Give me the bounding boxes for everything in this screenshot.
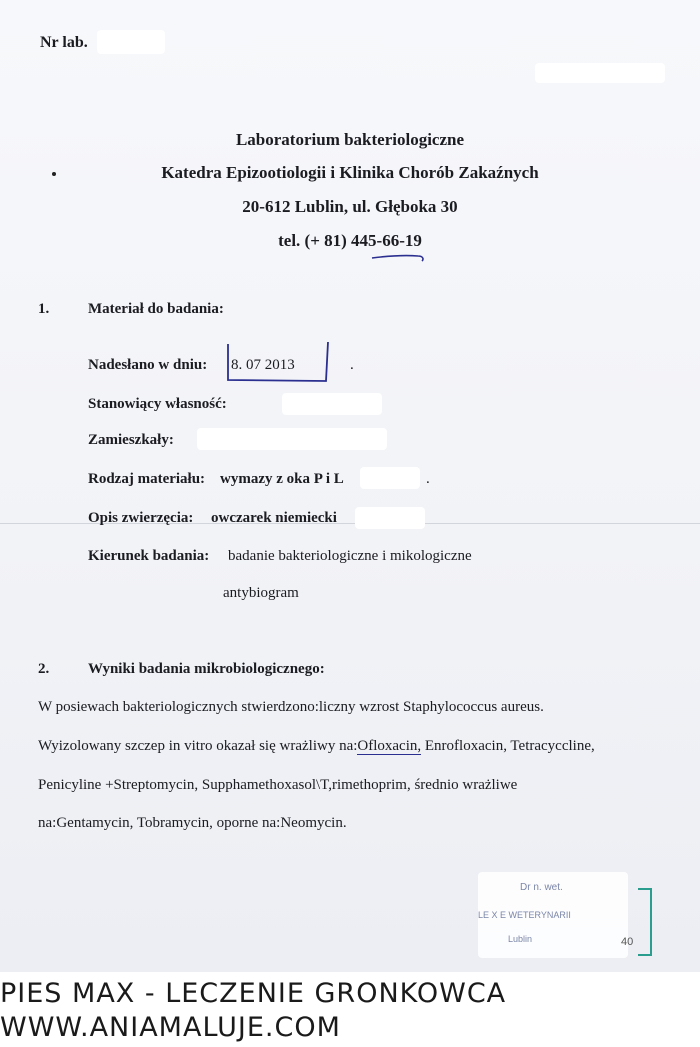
animal-value: owczarek niemiecki (211, 510, 337, 526)
section1-title: Materiał do badania: (88, 301, 224, 317)
department-name: Katedra Epizootiologii i Klinika Chorób Zakaźnych (161, 163, 539, 182)
pen-underline-mark (370, 250, 430, 264)
section1-number: 1. (38, 301, 50, 317)
material-label: Rodzaj materiału: (88, 471, 206, 487)
direction-value: badanie bakteriologiczne i mikologiczne (228, 548, 472, 564)
nr-lab-label: Nr lab. (40, 34, 88, 51)
redacted-address (197, 428, 387, 450)
direction-label: Kierunek badania: (88, 548, 210, 564)
stamp-frame (638, 888, 652, 956)
stamp-line-1: Dr n. wet. (520, 882, 563, 893)
handwritten-date-box (224, 338, 336, 386)
animal-label: Opis zwierzęcia: (88, 510, 194, 526)
ofloxacin-underlined: Ofloxacin, (357, 738, 422, 754)
section2-title: Wyniki badania mikrobiologicznego: (88, 661, 325, 677)
redacted-animal (355, 507, 425, 529)
lab-address: 20-612 Lublin, ul. Głęboka 30 (242, 197, 458, 216)
lab-name: Laboratorium bakteriologiczne (235, 130, 465, 149)
trailing-dot-2: . (426, 471, 430, 487)
owner-label: Stanowiący własność: (88, 396, 227, 412)
result-line-3: Penicyline +Streptomycin, Supphamethoxasol\T,rimethoprim, średnio wrażliwe (38, 777, 518, 793)
sent-date-value: 8. 07 2013 (231, 357, 295, 373)
result-line-2 (38, 738, 595, 755)
redacted-owner (282, 393, 382, 415)
lab-phone: tel. (+ 81) 445-66-19 (278, 231, 422, 250)
result-line-1: W posiewach bakteriologicznych stwierdzono:liczny wzrost Staphylococcus aureus. (38, 699, 544, 715)
stamp-line-3: Lublin (508, 934, 533, 944)
vet-stamp (478, 872, 654, 962)
stamp-line-2: LE X E WETERYNARII (478, 910, 571, 920)
result-line-2c: Enrofloxacin, Tetracyccline, (421, 738, 595, 754)
result-line-4: na:Gentamycin, Tobramycin, oporne na:Neomycin. (38, 815, 347, 831)
trailing-dot: . (350, 357, 354, 373)
resident-label: Zamieszkały: (88, 432, 174, 448)
redacted-top-right (535, 63, 665, 83)
caption-url: WWW.ANIAMALUJE.COM (0, 1012, 341, 1043)
stamp-number: 40 (621, 936, 634, 948)
material-value: wymazy z oka P i L (220, 471, 344, 487)
caption-title: PIES MAX - LECZENIE GRONKOWCA (0, 978, 507, 1009)
result-line-2a: Wyizolowany szczep in vitro okazał się wrażliwy na: (38, 738, 358, 754)
sent-date-label: Nadesłano w dniu: (88, 357, 208, 373)
direction-value-2: antybiogram (223, 585, 299, 601)
redacted-lab-number (97, 30, 165, 54)
redacted-material (360, 467, 420, 489)
section2-number: 2. (38, 661, 50, 677)
